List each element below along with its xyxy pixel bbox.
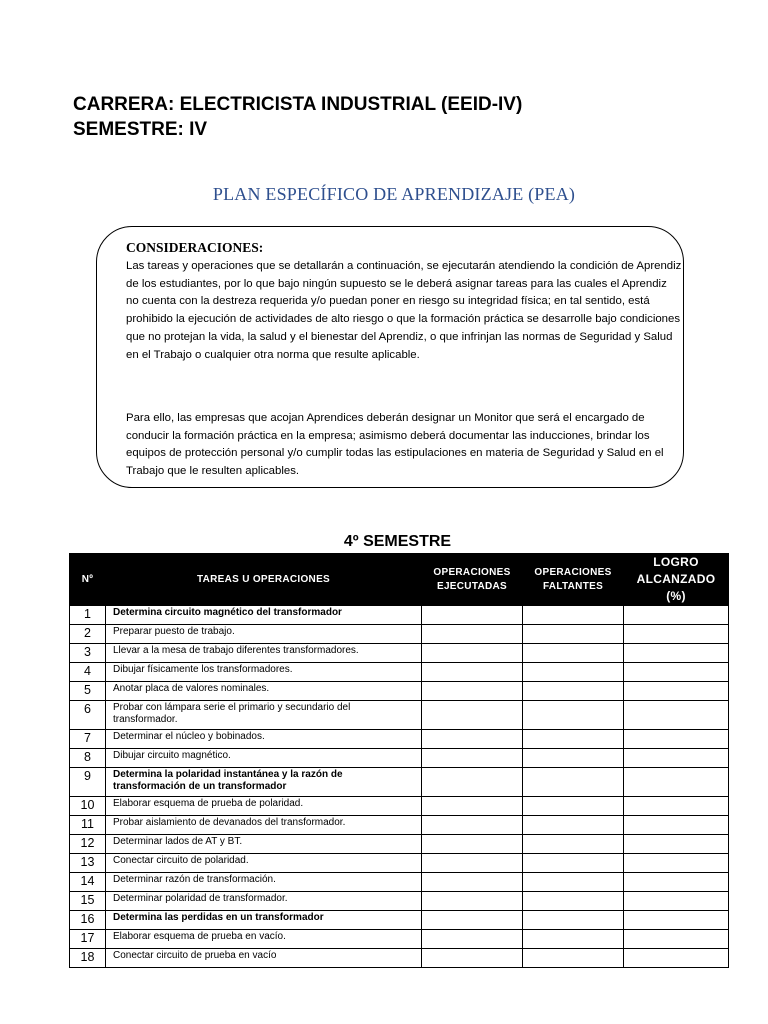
achievement-cell[interactable] <box>624 701 729 730</box>
row-number: 12 <box>70 835 106 854</box>
row-number: 7 <box>70 730 106 749</box>
table-row <box>70 749 729 768</box>
task-group-title: Determina circuito magnético del transformador <box>106 606 422 625</box>
achievement-cell[interactable] <box>624 749 729 768</box>
missing-cell[interactable] <box>523 835 624 854</box>
table-row <box>70 682 729 701</box>
achievement-cell[interactable] <box>624 835 729 854</box>
achievement-cell[interactable] <box>624 892 729 911</box>
header-number: Nº <box>70 554 106 606</box>
task-operation: Anotar placa de valores nominales. <box>106 682 422 701</box>
missing-cell[interactable] <box>523 854 624 873</box>
achievement-cell[interactable] <box>624 663 729 682</box>
executed-cell[interactable] <box>422 816 523 835</box>
task-operation: Determinar polaridad de transformador. <box>106 892 422 911</box>
achievement-cell[interactable] <box>624 873 729 892</box>
task-operation: Dibujar físicamente los transformadores. <box>106 663 422 682</box>
missing-cell[interactable] <box>523 749 624 768</box>
task-operation: Conectar circuito de polaridad. <box>106 854 422 873</box>
row-number: 14 <box>70 873 106 892</box>
achievement-cell[interactable] <box>624 644 729 663</box>
executed-cell[interactable] <box>422 606 523 625</box>
table-row <box>70 892 729 911</box>
task-operation: Llevar a la mesa de trabajo diferentes transformadores. <box>106 644 422 663</box>
task-group-title: Determina la polaridad instantánea y la razón de transformación de un transformador <box>106 768 422 797</box>
missing-cell[interactable] <box>523 625 624 644</box>
semester-label: SEMESTRE: IV <box>73 119 208 140</box>
missing-cell[interactable] <box>523 892 624 911</box>
task-operation: Determinar lados de AT y BT. <box>106 835 422 854</box>
semester-title: 4º SEMESTRE <box>343 533 452 550</box>
achievement-cell[interactable] <box>624 606 729 625</box>
page-header <box>73 92 522 142</box>
executed-cell[interactable] <box>422 949 523 968</box>
achievement-cell[interactable] <box>624 911 729 930</box>
row-number: 3 <box>70 644 106 663</box>
row-number: 11 <box>70 816 106 835</box>
executed-cell[interactable] <box>422 835 523 854</box>
header-executed: OPERACIONES EJECUTADAS <box>422 554 523 606</box>
missing-cell[interactable] <box>523 949 624 968</box>
table-row <box>70 606 729 625</box>
table-row <box>70 835 729 854</box>
missing-cell[interactable] <box>523 644 624 663</box>
task-operation: Probar aislamiento de devanados del transformador. <box>106 816 422 835</box>
row-number: 16 <box>70 911 106 930</box>
missing-cell[interactable] <box>523 663 624 682</box>
missing-cell[interactable] <box>523 873 624 892</box>
achievement-cell[interactable] <box>624 768 729 797</box>
row-number: 2 <box>70 625 106 644</box>
table-row <box>70 730 729 749</box>
table-row <box>70 701 729 730</box>
executed-cell[interactable] <box>422 768 523 797</box>
table-row <box>70 930 729 949</box>
row-number: 13 <box>70 854 106 873</box>
executed-cell[interactable] <box>422 930 523 949</box>
row-number: 1 <box>70 606 106 625</box>
row-number: 15 <box>70 892 106 911</box>
table-row <box>70 854 729 873</box>
row-number: 6 <box>70 701 106 730</box>
missing-cell[interactable] <box>523 797 624 816</box>
task-operation: Determinar el núcleo y bobinados. <box>106 730 422 749</box>
executed-cell[interactable] <box>422 892 523 911</box>
achievement-cell[interactable] <box>624 625 729 644</box>
table-row <box>70 644 729 663</box>
considerations-title: CONSIDERACIONES: <box>126 240 264 255</box>
pea-title: PLAN ESPECÍFICO DE APRENDIZAJE (PEA) <box>212 184 576 204</box>
table-row <box>70 816 729 835</box>
row-number: 18 <box>70 949 106 968</box>
task-operation: Dibujar circuito magnético. <box>106 749 422 768</box>
executed-cell[interactable] <box>422 749 523 768</box>
task-operation: Preparar puesto de trabajo. <box>106 625 422 644</box>
task-operation: Determinar razón de transformación. <box>106 873 422 892</box>
operations-table <box>69 553 729 968</box>
table-row <box>70 949 729 968</box>
missing-cell[interactable] <box>523 930 624 949</box>
table-row <box>70 625 729 644</box>
missing-cell[interactable] <box>523 682 624 701</box>
achievement-cell[interactable] <box>624 682 729 701</box>
table-row <box>70 911 729 930</box>
achievement-cell[interactable] <box>624 730 729 749</box>
header-missing: OPERACIONES FALTANTES <box>523 554 624 606</box>
row-number: 9 <box>70 768 106 797</box>
table-header-row <box>70 554 729 606</box>
task-operation: Elaborar esquema de prueba de polaridad. <box>106 797 422 816</box>
header-achievement: LOGRO ALCANZADO (%) <box>624 554 729 606</box>
executed-cell[interactable] <box>422 911 523 930</box>
task-operation: Elaborar esquema de prueba en vacío. <box>106 930 422 949</box>
missing-cell[interactable] <box>523 606 624 625</box>
missing-cell[interactable] <box>523 701 624 730</box>
task-operation: Probar con lámpara serie el primario y secundario del transformador. <box>106 701 422 730</box>
table-row <box>70 873 729 892</box>
career-title: CARRERA: ELECTRICISTA INDUSTRIAL (EEID-IV) <box>73 94 523 115</box>
achievement-cell[interactable] <box>624 816 729 835</box>
row-number: 4 <box>70 663 106 682</box>
row-number: 17 <box>70 930 106 949</box>
executed-cell[interactable] <box>422 644 523 663</box>
executed-cell[interactable] <box>422 625 523 644</box>
achievement-cell[interactable] <box>624 930 729 949</box>
row-number: 8 <box>70 749 106 768</box>
header-tasks: TAREAS U OPERACIONES <box>106 554 422 606</box>
executed-cell[interactable] <box>422 797 523 816</box>
executed-cell[interactable] <box>422 873 523 892</box>
executed-cell[interactable] <box>422 730 523 749</box>
executed-cell[interactable] <box>422 701 523 730</box>
executed-cell[interactable] <box>422 854 523 873</box>
missing-cell[interactable] <box>523 911 624 930</box>
task-operation: Conectar circuito de prueba en vacío <box>106 949 422 968</box>
row-number: 5 <box>70 682 106 701</box>
executed-cell[interactable] <box>422 663 523 682</box>
task-group-title: Determina las perdidas en un transformador <box>106 911 422 930</box>
achievement-cell[interactable] <box>624 949 729 968</box>
missing-cell[interactable] <box>523 730 624 749</box>
achievement-cell[interactable] <box>624 797 729 816</box>
considerations-paragraph-1: Las tareas y operaciones que se detallarán a continuación, se ejecutarán atendiendo la condición de Aprendiz de los estudiantes, por lo que bajo ningún supuesto se le deberá asignar tareas para las cuales el Aprendiz no cuenta con la destreza requerida y/o puedan poner en riesgo su integridad física; en tal sentido, está prohibido la ejecución de actividades de alto riesgo o que la formación práctica se desarrolle bajo condiciones que no protejan la vida, la salud y el bienestar del Aprendiz, o que infrinjan las normas de Seguridad y Salud en el Trabajo o cualquier otra norma que resulte aplicable. <box>126 260 682 361</box>
table-row <box>70 797 729 816</box>
missing-cell[interactable] <box>523 768 624 797</box>
executed-cell[interactable] <box>422 682 523 701</box>
missing-cell[interactable] <box>523 816 624 835</box>
table-row <box>70 663 729 682</box>
considerations-paragraph-2: Para ello, las empresas que acojan Aprendices deberán designar un Monitor que será el encargado de conducir la formación práctica en la empresa; asimismo deberá documentar las inducciones, brindar los equipos de protección personal y/o cumplir todas las estipulaciones en materia de Seguridad y Salud en el Trabajo que le resulten aplicables. <box>126 412 664 478</box>
row-number: 10 <box>70 797 106 816</box>
table-row <box>70 768 729 797</box>
achievement-cell[interactable] <box>624 854 729 873</box>
